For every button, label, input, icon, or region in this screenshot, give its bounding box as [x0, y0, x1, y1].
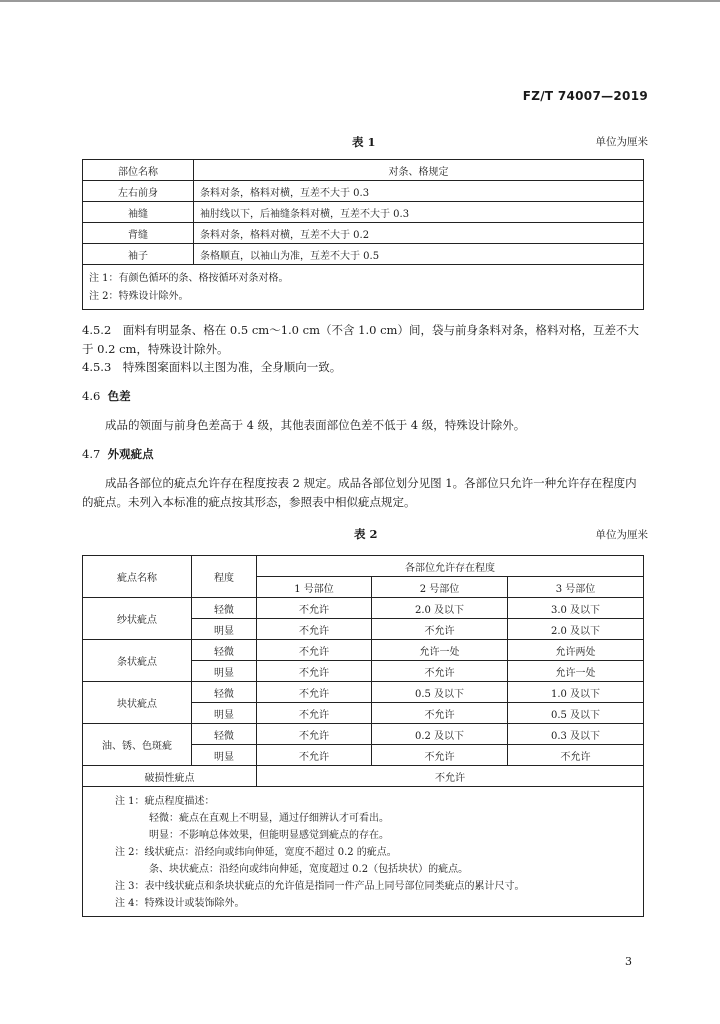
- section-title: 外观疵点: [107, 447, 154, 461]
- allowance-value: 不允许: [257, 703, 372, 724]
- defect-degree: 明显: [192, 661, 257, 682]
- allowance-value: 0.3 及以下: [508, 724, 644, 745]
- table1-note: 注 1：有颜色循环的条、格按循环对条对格。: [89, 273, 289, 284]
- table-row: [83, 598, 644, 619]
- allowance-value: 0.5 及以下: [372, 682, 508, 703]
- allowance-value: 不允许: [257, 619, 372, 640]
- table-row: [83, 766, 644, 787]
- table1-rule: 袖肘线以下，后袖缝条料对横，互差不大于 0.3: [194, 202, 644, 223]
- allowance-value: 不允许: [372, 703, 508, 724]
- table1-caption: 表 1: [352, 135, 376, 149]
- allowance-value: 不允许: [372, 661, 508, 682]
- allowance-value: 允许一处: [508, 661, 644, 682]
- section-number: 4.7: [82, 447, 101, 461]
- clause-4-5-2: 4.5.2 面料有明显条、格在 0.5 cm～1.0 cm（不含 1.0 cm）间，袋与前身条料对条，格料对格，互差不大于 0.2 cm，特殊设计除外。: [82, 323, 639, 356]
- table1-header-cell: 部位名称: [83, 160, 194, 181]
- allowance-value: 允许一处: [372, 640, 508, 661]
- table1-rule: 条料对条，格料对横，互差不大于 0.3: [194, 181, 644, 202]
- table2-unit: 单位为厘米: [595, 529, 648, 541]
- section-heading-4-6: [82, 388, 131, 404]
- allowance-value: 0.2 及以下: [372, 724, 508, 745]
- table2-note: 注 4：特殊设计或装饰除外。: [115, 898, 245, 909]
- table-row: [83, 223, 644, 244]
- top-border-line: [0, 0, 720, 2]
- defect-name: 油、锈、色斑疵: [83, 724, 192, 766]
- page-number: 3: [625, 955, 632, 968]
- allowance-value: 0.5 及以下: [508, 703, 644, 724]
- table-row: [83, 202, 644, 223]
- allowance-value: 不允许: [257, 640, 372, 661]
- table2-note: 注 3：表中线状疵点和条块状疵点的允许值是指同一件产品上同号部位同类疵点的累计尺寸。: [115, 881, 525, 892]
- defect-name: 纱状疵点: [83, 598, 192, 640]
- section-number: 4.6: [82, 389, 101, 403]
- table1-unit: 单位为厘米: [595, 136, 648, 148]
- defect-degree: 轻微: [192, 682, 257, 703]
- allowance-value: 允许两处: [508, 640, 644, 661]
- table1-part-name: 袖缝: [83, 202, 194, 223]
- table2-note: 轻微：疵点在直观上不明显，通过仔细辨认才可看出。: [149, 813, 389, 824]
- allowance-value: 不允许: [257, 682, 372, 703]
- damage-defect-name: 破损性疵点: [83, 766, 257, 787]
- table2-header-position: 2 号部位: [372, 577, 508, 598]
- table2-header-degree: 程度: [192, 556, 257, 598]
- allowance-value: 不允许: [257, 661, 372, 682]
- allowance-value: 不允许: [372, 745, 508, 766]
- section-title: 色差: [107, 389, 131, 403]
- table1-part-name: 左右前身: [83, 181, 194, 202]
- table2-note: 注 1：疵点程度描述：: [115, 796, 215, 807]
- table1-rule: 条格顺直，以袖山为准，互差不大于 0.5: [194, 244, 644, 265]
- section-4-6-body: 成品的领面与前身色差高于 4 级，其他表面部位色差不低于 4 级，特殊设计除外。: [105, 418, 526, 432]
- table2-header-position: 3 号部位: [508, 577, 644, 598]
- allowance-value: 1.0 及以下: [508, 682, 644, 703]
- section-4-7-body: 成品各部位的疵点允许存在程度按表 2 规定。成品各部位划分见图 1。各部位只允许一种允许存在程度内的疵点。未列入本标准的疵点按其形态，参照表中相似疵点规定。: [82, 476, 637, 509]
- defect-degree: 轻微: [192, 724, 257, 745]
- table-row: [83, 682, 644, 703]
- table1: [82, 159, 644, 310]
- defect-degree: 明显: [192, 703, 257, 724]
- allowance-value: 不允许: [508, 745, 644, 766]
- clause-4-5-3: 4.5.3 特殊图案面料以主图为准，全身顺向一致。: [82, 360, 342, 374]
- defect-degree: 轻微: [192, 598, 257, 619]
- table-row: [83, 640, 644, 661]
- defect-degree: 明显: [192, 745, 257, 766]
- allowance-value: 2.0 及以下: [372, 598, 508, 619]
- table2-note: 明显：不影响总体效果，但能明显感觉到疵点的存在。: [149, 830, 389, 841]
- allowance-value: 3.0 及以下: [508, 598, 644, 619]
- table2-note: 注 2：线状疵点：沿经向或纬向伸延，宽度不超过 0.2 的疵点。: [115, 847, 397, 858]
- table1-rule: 条料对条，格料对横，互差不大于 0.2: [194, 223, 644, 244]
- table1-header-cell: 对条、格规定: [194, 160, 644, 181]
- allowance-value: 不允许: [372, 619, 508, 640]
- table2-header-group: 各部位允许存在程度: [257, 556, 644, 577]
- allowance-value: 不允许: [257, 598, 372, 619]
- table1-part-name: 背缝: [83, 223, 194, 244]
- table2: [82, 555, 644, 917]
- damage-defect-value: 不允许: [257, 766, 644, 787]
- table1-note: 注 2：特殊设计除外。: [89, 291, 189, 302]
- table1-notes-row: [83, 265, 644, 310]
- table-row: [83, 244, 644, 265]
- table2-header-position: 1 号部位: [257, 577, 372, 598]
- table2-header-row: [83, 556, 644, 577]
- standard-code: FZ/T 74007—2019: [522, 89, 648, 103]
- section-heading-4-7: [82, 446, 154, 462]
- table-row: [83, 181, 644, 202]
- defect-degree: 轻微: [192, 640, 257, 661]
- table2-notes-row: [83, 787, 644, 917]
- allowance-value: 2.0 及以下: [508, 619, 644, 640]
- allowance-value: 不允许: [257, 724, 372, 745]
- defect-degree: 明显: [192, 619, 257, 640]
- table2-header-name: 疵点名称: [83, 556, 192, 598]
- defect-name: 块状疵点: [83, 682, 192, 724]
- table1-header-row: [83, 160, 644, 181]
- table-row: [83, 724, 644, 745]
- table2-caption: 表 2: [354, 527, 378, 541]
- allowance-value: 不允许: [257, 745, 372, 766]
- defect-name: 条状疵点: [83, 640, 192, 682]
- table2-note: 条、块状疵点：沿经向或纬向伸延，宽度超过 0.2（包括块状）的疵点。: [149, 864, 469, 875]
- table1-part-name: 袖子: [83, 244, 194, 265]
